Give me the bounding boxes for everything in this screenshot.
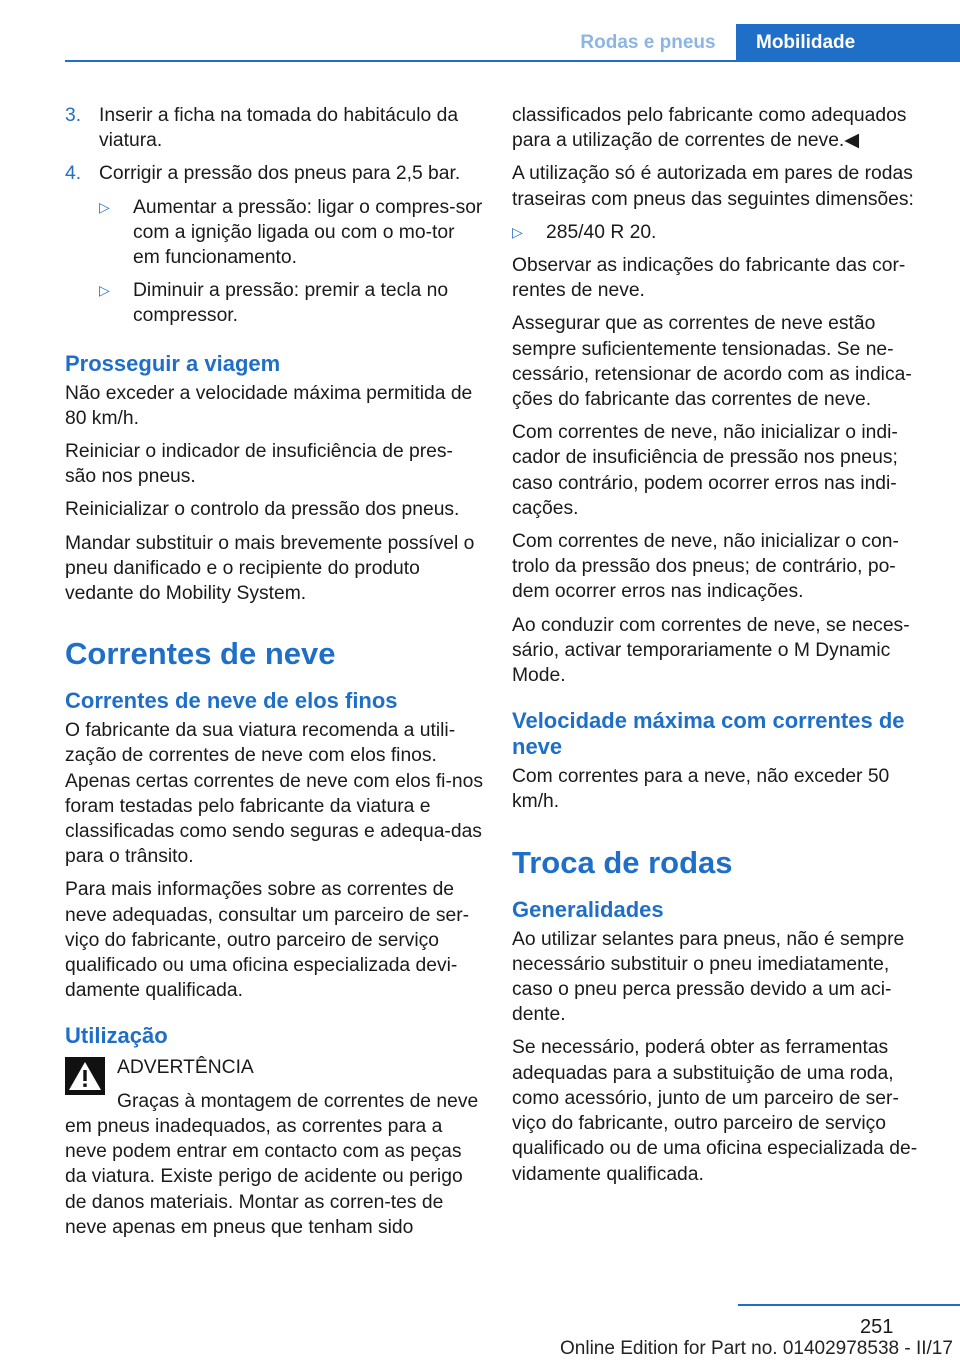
- edition-note: Online Edition for Part no. 01402978538 - II/17: [560, 1338, 953, 1359]
- heading-velocidade: Velocidade máxima com correntes de neve: [512, 708, 905, 760]
- triangle-right-icon: ▷: [99, 282, 110, 299]
- heading-generalidades: Generalidades: [512, 896, 664, 922]
- paragraph: Observar as indicações do fabricante das cor‐rentes de neve.: [512, 255, 906, 302]
- heading-troca-de-rodas: Troca de rodas: [512, 844, 733, 880]
- triangle-right-icon: ▷: [512, 223, 523, 240]
- step-text: Corrigir a pressão dos pneus para 2,5 bar.: [99, 163, 461, 185]
- paragraph: Ao utilizar selantes para pneus, não é sempre necessário substituir o pneu imediatamente, caso o pneu perca pressão devido a um aci‐dente.: [512, 928, 905, 1026]
- paragraph: classificados pelo fabricante como adequados para a utilização de correntes de neve.◀: [512, 105, 907, 152]
- list-item-text: 285/40 R 20.: [546, 221, 657, 243]
- step-text: Inserir a ficha na tomada do habitáculo da viatura.: [99, 105, 459, 152]
- step-4: [65, 161, 483, 186]
- warning-text-wrap: [65, 1089, 483, 1240]
- right-column: [512, 103, 932, 1195]
- left-column: [65, 103, 483, 1248]
- step-number: 4.: [65, 163, 82, 185]
- paragraph: Para mais informações sobre as correntes de neve adequadas, consultar um parceiro de ser‐viço do fabricante, outro parceiro de serviço qualificado ou uma oficina especializada devi‐damente qualificada.: [65, 879, 470, 1002]
- paragraph: Não exceder a velocidade máxima permitida de 80 km/h.: [65, 382, 473, 429]
- warning-title: ADVERTÊNCIA: [117, 1057, 254, 1079]
- paragraph: Com correntes para a neve, não exceder 50 km/h.: [512, 766, 890, 813]
- list-item: [99, 278, 483, 328]
- paragraph: O fabricante da sua viatura recomenda a utili‐zação de correntes de neve com elos finos. Apenas certas correntes de neve com elos fi‐nos foram testadas pelo fabricante da viatura e classificadas como sendo seguras e adequa‐das para o trânsito.: [65, 720, 483, 868]
- paragraph: Se necessário, poderá obter as ferramentas adequadas para a substituição de uma roda, como acessório, junto de um parceiro de ser‐viço do fabricante, outro parceiro de serviço qualificado ou de uma oficina especializada de‐vidamente qualificada.: [512, 1037, 918, 1185]
- triangle-right-icon: ▷: [99, 198, 110, 215]
- footer-rule: [738, 1304, 960, 1306]
- heading-prosseguir: Prosseguir a viagem: [65, 350, 281, 376]
- header-chapter-tab: Mobilidade: [736, 24, 960, 62]
- list-item-text: Aumentar a pressão: ligar o compres‐sor com a ignição ligada ou com o mo‐tor em funcionamento.: [133, 196, 483, 269]
- step-3: [65, 103, 483, 153]
- header-rule: [65, 60, 960, 62]
- page-number: 251: [860, 1316, 894, 1338]
- list-item: [512, 220, 932, 245]
- paragraph: Com correntes de neve, não inicializar o con‐trolo da pressão dos pneus; de contrário, po‐dem ocorrer erros nas indicações.: [512, 531, 899, 603]
- paragraph: Reinicializar o controlo da pressão dos pneus.: [65, 499, 460, 521]
- paragraph: A utilização só é autorizada em pares de rodas traseiras com pneus das seguintes dimensões:: [512, 163, 914, 210]
- list-item: [99, 195, 483, 271]
- paragraph: Com correntes de neve, não inicializar o indi‐cador de insuficiência de pressão nos pneus; caso contrário, podem ocorrer erros nas indi‐cações.: [512, 422, 898, 519]
- warning-triangle-icon: [65, 1057, 105, 1095]
- paragraph: Mandar substituir o mais brevemente possível o pneu danificado e o recipiente do produto vedante do Mobility System.: [65, 532, 475, 605]
- warning-box: [65, 1055, 483, 1239]
- paragraph: Ao conduzir com correntes de neve, se neces‐sário, activar temporariamente o M Dynamic Mode.: [512, 614, 910, 687]
- heading-utilizacao: Utilização: [65, 1023, 168, 1049]
- paragraph: Reiniciar o indicador de insuficiência de pres‐são nos pneus.: [65, 441, 453, 488]
- list-item-text: Diminuir a pressão: premir a tecla no compressor.: [133, 280, 449, 327]
- step-number: 3.: [65, 105, 82, 126]
- paragraph: Assegurar que as correntes de neve estão sempre suficientemente tensionadas. Se ne‐cessário, retensionar de acordo com as indica‐ções do fabricante das correntes de neve.: [512, 313, 912, 411]
- header-section-title: Rodas e pneus: [580, 32, 716, 53]
- warning-text: Graças à montagem de correntes de neve em pneus inadequados, as correntes para a neve podem entrar em contacto com as peças da viatura. Existe perigo de acidente ou perigo de danos materiais. Montar as corren‐tes de neve apenas em pneus que tenham sido: [65, 1090, 479, 1238]
- heading-elos-finos: Correntes de neve de elos finos: [65, 688, 398, 714]
- heading-correntes: Correntes de neve: [65, 636, 336, 672]
